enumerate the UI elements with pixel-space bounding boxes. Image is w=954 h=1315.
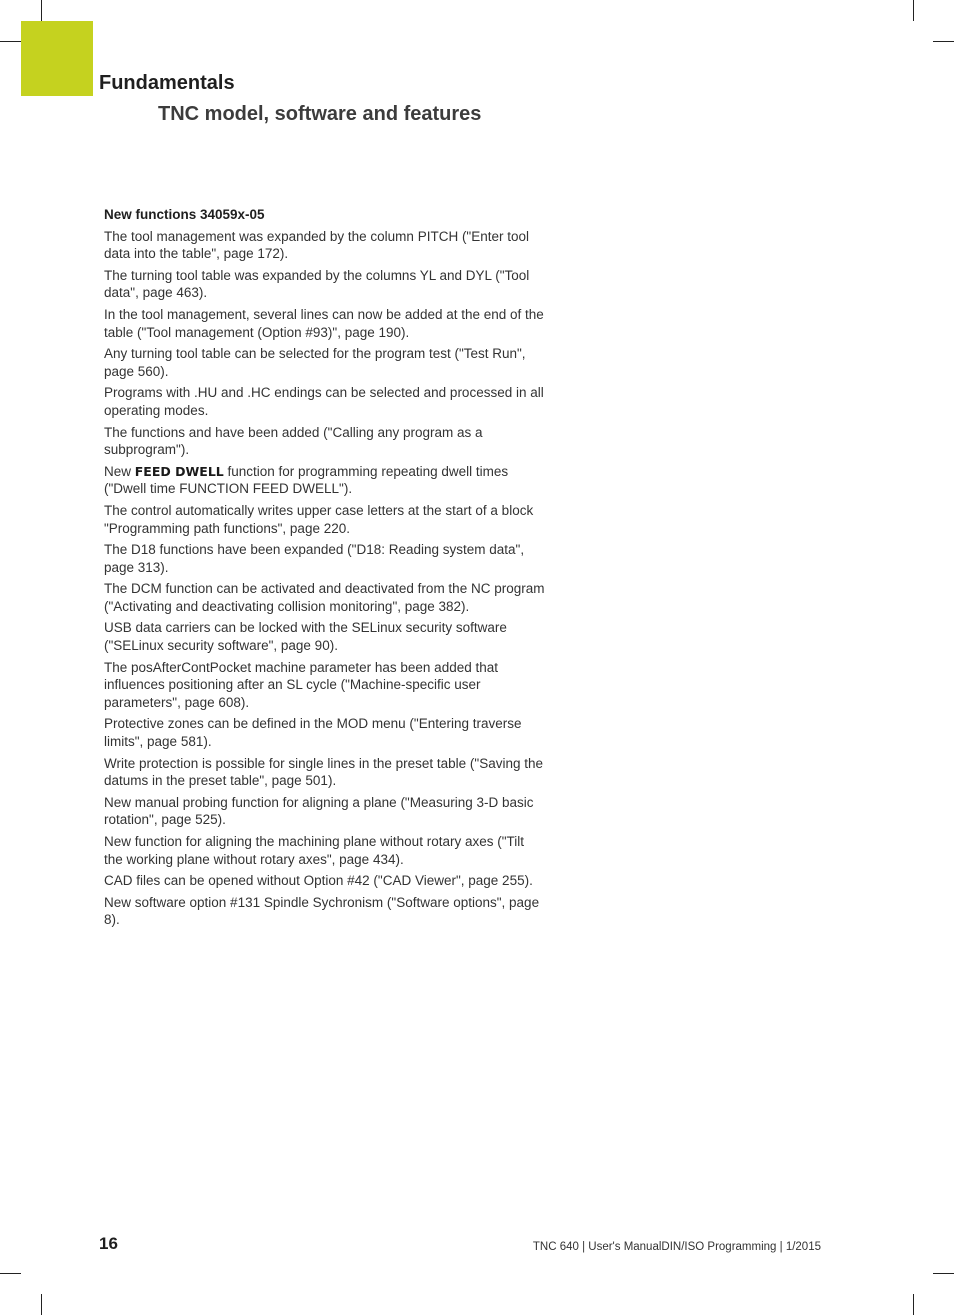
paragraph: Any turning tool table can be selected for the program test ("Test Run", page 560). [104,346,526,379]
paragraph: New manual probing function for aligning a plane ("Measuring 3-D basic rotation", page 525). [104,794,534,828]
feed-dwell-keyword: FEED DWELL [134,463,224,479]
paragraph: Protective zones can be defined in the MOD menu ("Entering traverse limits", page 581). [104,716,522,750]
crop-mark [933,41,954,42]
paragraph: The turning tool table was expanded by the columns YL and DYL ("Tool data", page 463). [104,267,530,301]
feed-dwell-prefix: New [104,463,135,479]
page-number: 16 [99,1234,118,1253]
paragraph: Write protection is possible for single lines in the preset table ("Saving the datums in the preset table", page 501). [104,755,544,789]
paragraph: The tool management was expanded by the column PITCH ("Enter tool data into the table", page 172). [104,228,530,262]
crop-mark [913,1294,914,1315]
crop-mark [0,1273,21,1274]
section-title: TNC model, software and features [158,103,482,125]
paragraph: USB data carriers can be locked with the SELinux security software ("SELinux security software", page 90). [104,620,507,654]
feed-dwell-suffix: function for programming repeating dwell times ("Dwell time FUNCTION FEED DWELL"). [104,463,509,497]
crop-mark [41,1294,42,1315]
footer-text: TNC 640 | User's ManualDIN/ISO Programming | 1/2015 [532,1241,821,1253]
paragraph: The control automatically writes upper case letters at the start of a block "Programming path functions", page 220. [104,502,534,536]
paragraph-feed-dwell [104,463,546,498]
chapter-title: Fundamentals [99,72,235,94]
paragraph: Programs with .HU and .HC endings can be selected and processed in all operating modes. [104,385,544,418]
paragraph: CAD files can be opened without Option #42 ("CAD Viewer", page 255). [104,873,533,889]
chapter-color-tab [21,21,93,96]
new-functions-section [104,206,546,933]
crop-mark [933,1273,954,1274]
paragraph: The functions and have been added ("Calling any program as a subprogram"). [104,424,483,458]
paragraph: The DCM function can be activated and deactivated from the NC program ("Activating and deactivating collision monitoring", page 382). [104,581,545,614]
section-heading: New functions 34059x-05 [104,207,265,222]
crop-mark [41,0,42,21]
crop-mark [913,0,914,21]
crop-mark [0,41,21,42]
paragraph: New software option #131 Spindle Sychronism ("Software options", page 8). [104,894,540,928]
paragraph: The posAfterContPocket machine parameter has been added that influences positioning after an SL cycle ("Machine-specific user parameters", page 608). [104,659,498,710]
paragraph: New function for aligning the machining plane without rotary axes ("Tilt the working plane without rotary axes", page 434). [104,834,525,867]
paragraph: In the tool management, several lines can now be added at the end of the table ("Tool management (Option #93)", page 190). [104,306,544,340]
paragraph: The D18 functions have been expanded ("D18: Reading system data", page 313). [104,542,525,575]
